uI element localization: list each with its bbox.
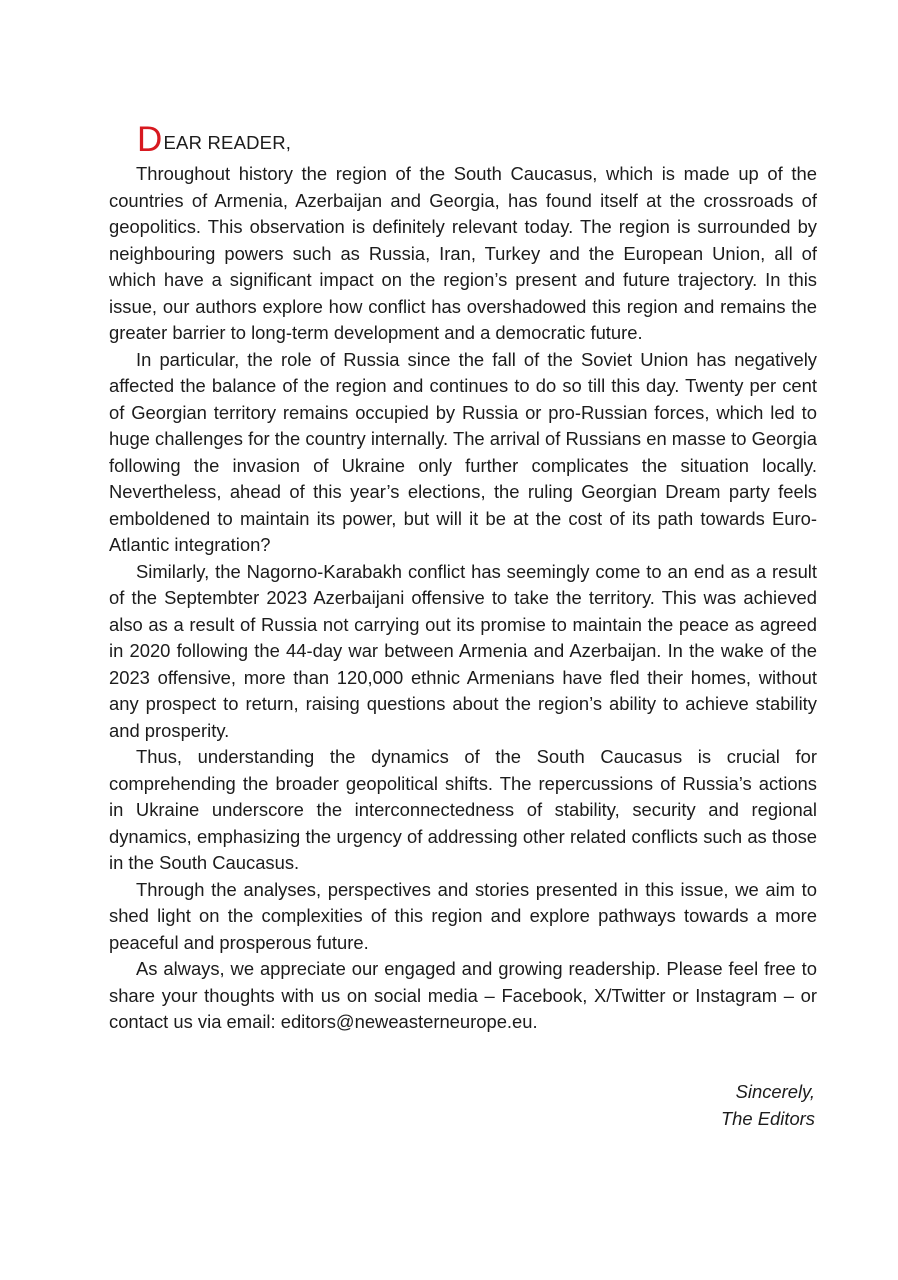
paragraph-2: In particular, the role of Russia since the fall of the Soviet Union has negatively affected the balance of the region and continues to do so till this day. Twenty per cent of Georgian territory remains occupied by Russia or pro-Russian forces, which led to huge challenges for the country internally. The arrival of Russians en masse to Georgia following the invasion of Ukraine only further complicates the situation locally. Nevertheless, ahead of this year’s elections, the ruling Georgian Dream party feels emboldened to maintain its power, but will it be at the cost of its path towards Euro-Atlantic integration? (109, 348, 817, 555)
paragraph-3: Similarly, the Nagorno-Karabakh conflict has seemingly come to an end as a result of the Septembter 2023 Azerbaijani offensive to take the territory. This was achieved also as a result of Russia not carrying out its promise to maintain the peace as agreed in 2020 following the 44-day war between Armenia and Azerbaijan. In the wake of the 2023 offensive, more than 120,000 ethnic Armenians have fled their homes, without any prospect to return, raising questions about the region’s ability to achieve stability and prosperity. (109, 560, 817, 741)
drop-cap: D (137, 120, 163, 159)
letter-heading (137, 122, 291, 157)
closing: Sincerely, (735, 1081, 815, 1102)
paragraph-4: Thus, understanding the dynamics of the South Caucasus is crucial for comprehending the broader geopolitical shifts. The repercussions of Russia’s actions in Ukraine underscore the interconnectedness of stability, security and regional dynamics, emphasizing the urgency of addressing other related conflicts such as those in the South Caucasus. (109, 746, 817, 873)
paragraph-6: As always, we appreciate our engaged and growing readership. Please feel free to share your thoughts with us on social media – Facebook, X/Twitter or Instagram – or contact us via email: editors@neweasterneurope.eu. (109, 958, 817, 1032)
paragraph-1: Throughout history the region of the South Caucasus, which is made up of the countries of Armenia, Azerbaijan and Georgia, has found itself at the crossroads of geopolitics. This observation is definitely relevant today. The region is surrounded by neighbouring powers such as Russia, Iran, Turkey and the European Union, all of which have a significant impact on the region’s present and future trajectory. In this issue, our authors explore how conflict has overshadowed this region and remains the greater barrier to long-term development and a democratic future. (109, 163, 817, 343)
letter-body (109, 161, 817, 1036)
signature: The Editors (720, 1107, 815, 1129)
signoff (515, 1079, 815, 1132)
paragraph-5: Through the analyses, perspectives and stories presented in this issue, we aim to shed light on the complexities of this region and explore pathways towards a more peaceful and prosperous future. (109, 878, 817, 953)
heading-text: EAR READER, (163, 132, 292, 153)
